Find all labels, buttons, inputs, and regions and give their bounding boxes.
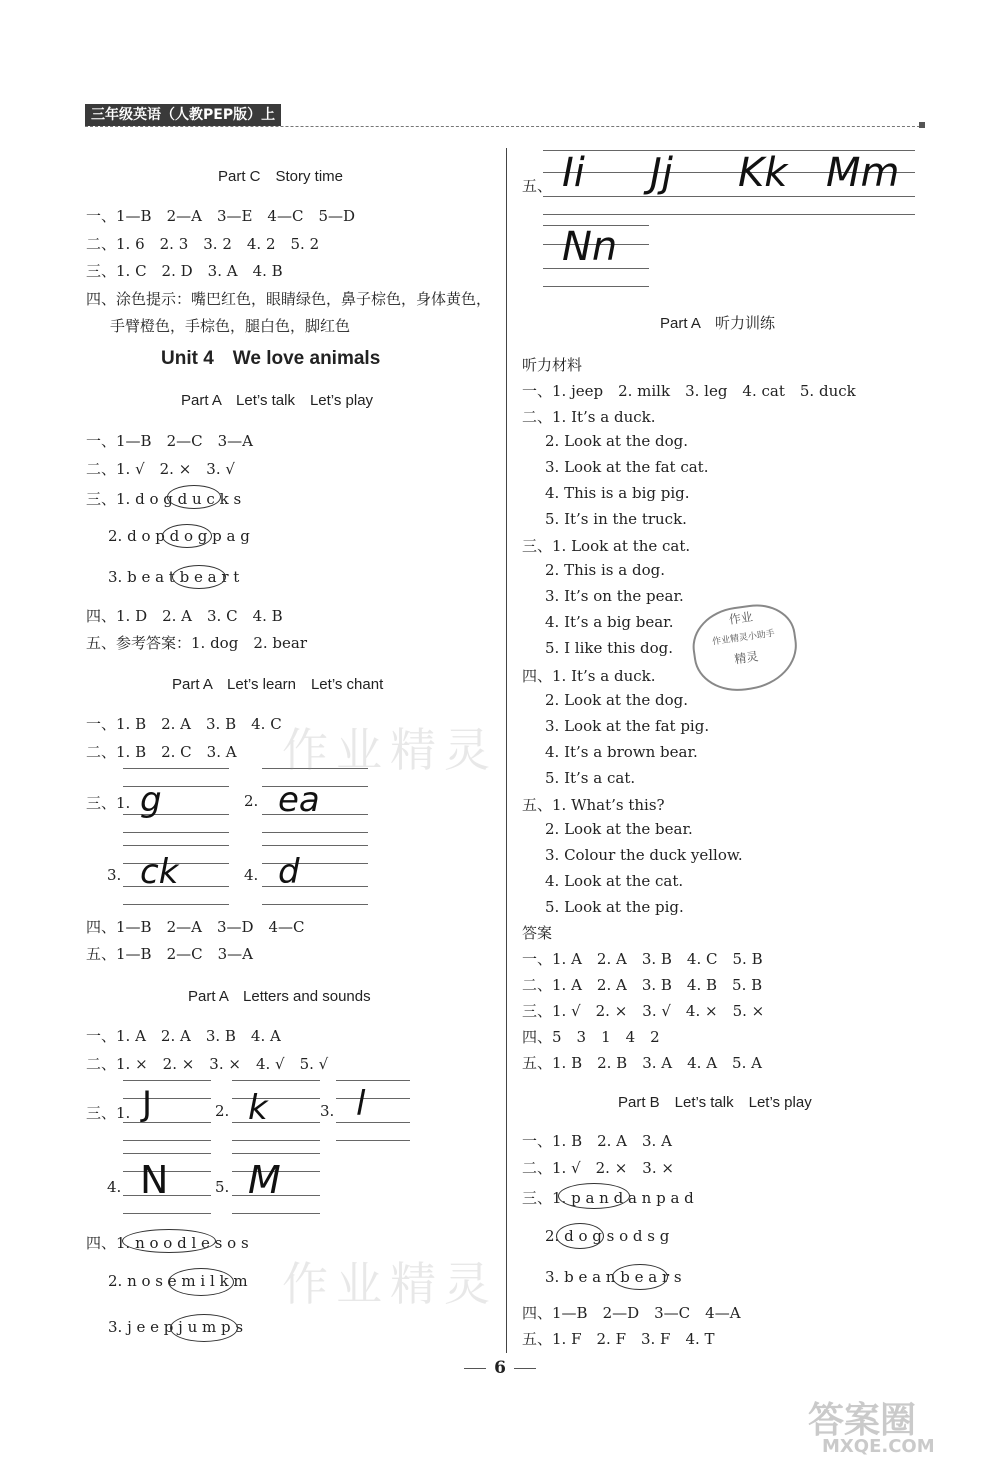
label: 答案 bbox=[522, 924, 553, 942]
circle-mark bbox=[122, 1229, 216, 1253]
answer-line: 五、1. B 2. B 3. A 4. A 5. A bbox=[522, 1054, 762, 1072]
listening-line: 3. Look at the fat cat. bbox=[545, 457, 709, 476]
unit-title: Unit 4 We love animals bbox=[161, 348, 381, 369]
listening-line: 4. It’s a brown bear. bbox=[545, 742, 698, 761]
answer-line: 3. b e a t b e a r t bbox=[108, 568, 240, 586]
answer-line: 一、1. A 2. A 3. B 4. C 5. B bbox=[522, 950, 763, 968]
listening-line: 5. I like this dog. bbox=[545, 639, 674, 657]
listening-line: 4. This is a big pig. bbox=[545, 483, 690, 502]
answer-line: 三、1. p a n d a n p a d bbox=[522, 1189, 694, 1207]
listening-line: 二、1. It’s a duck. bbox=[522, 407, 656, 426]
answer-line: 四、5 3 1 4 2 bbox=[522, 1028, 660, 1046]
question-label: 4. bbox=[244, 866, 259, 884]
section-title-letters: Part A Letters and sounds bbox=[188, 988, 371, 1005]
handwritten-letter: d bbox=[278, 852, 300, 892]
listening-line: 3. Look at the fat pig. bbox=[545, 716, 710, 735]
section-title-partC: Part C Story time bbox=[218, 168, 344, 185]
answer-line: 四、1—B 2—D 3—C 4—A bbox=[522, 1304, 741, 1322]
circle-mark bbox=[558, 1183, 630, 1209]
answer-line: 一、1—B 2—C 3—A bbox=[86, 432, 253, 450]
listening-line: 5. It’s in the truck. bbox=[545, 509, 687, 528]
page-number-text: 6 bbox=[494, 1358, 506, 1378]
answer-line: 二、1. B 2. C 3. A bbox=[86, 743, 237, 761]
handwritten-letter: J bbox=[142, 1084, 153, 1124]
answer-line: 四、涂色提示：嘴巴红色，眼睛绿色，鼻子棕色，身体黄色， bbox=[86, 290, 492, 308]
answer-line: 一、1. B 2. A 3. B 4. C bbox=[86, 715, 282, 733]
question-label: 5. bbox=[215, 1178, 230, 1196]
question-label: 三、1. bbox=[86, 794, 131, 812]
answer-line: 三、1. d o g d u c k s bbox=[86, 490, 242, 508]
section-title-learn: Part A Let’s learn Let’s chant bbox=[172, 676, 384, 693]
handwritten-letter: Ii bbox=[562, 150, 585, 196]
circle-mark bbox=[556, 1223, 604, 1249]
section-title-listen: Part A 听力训练 bbox=[660, 315, 776, 332]
answer-line: 一、1. B 2. A 3. A bbox=[522, 1132, 672, 1150]
corner-logo-url: MXQE.COM bbox=[822, 1436, 935, 1457]
listening-line: 2. Look at the bear. bbox=[545, 820, 693, 839]
answer-line: 四、1. n o o d l e s o s bbox=[86, 1234, 249, 1252]
answer-line: 三、1. √ 2. × 3. √ 4. × 5. × bbox=[522, 1002, 765, 1020]
circle-mark bbox=[167, 485, 221, 509]
stamp-text: 精灵 bbox=[733, 649, 760, 667]
listening-line: 四、1. It’s a duck. bbox=[522, 666, 656, 685]
listening-line: 2. Look at the dog. bbox=[545, 431, 689, 450]
answer-line: 五、1—B 2—C 3—A bbox=[86, 945, 253, 963]
watermark: 作业精灵 bbox=[282, 723, 498, 777]
question-label: 2. bbox=[215, 1102, 230, 1120]
answer-line: 3. b e a n b e a r s bbox=[545, 1268, 682, 1286]
listening-line: 2. This is a dog. bbox=[545, 561, 665, 580]
answer-line: 2. n o s e m i l k m bbox=[108, 1272, 248, 1290]
circle-mark bbox=[170, 1314, 238, 1342]
question-label: 三、1. bbox=[86, 1104, 131, 1122]
question-label: 2. bbox=[244, 792, 259, 810]
answer-line: 二、1. A 2. A 3. B 4. B 5. B bbox=[522, 976, 763, 994]
question-label: 4. bbox=[107, 1178, 122, 1196]
listening-line: 3. Colour the duck yellow. bbox=[545, 846, 743, 865]
answer-line: 四、1. D 2. A 3. C 4. B bbox=[86, 607, 283, 625]
listening-line: 一、1. jeep 2. milk 3. leg 4. cat 5. duck bbox=[522, 382, 856, 400]
handwritten-letter: Nn bbox=[562, 224, 618, 270]
corner-logo: 答案圈 bbox=[808, 1400, 917, 1441]
answer-line: 二、1. × 2. × 3. × 4. √ 5. √ bbox=[86, 1055, 329, 1073]
handwritten-letter: Jj bbox=[650, 150, 673, 196]
listening-line: 5. Look at the pig. bbox=[545, 898, 684, 916]
listening-line: 2. Look at the dog. bbox=[545, 690, 689, 709]
stamp-text: 作业 bbox=[727, 609, 754, 627]
answer-line: 一、1. A 2. A 3. B 4. A bbox=[86, 1027, 281, 1045]
label: 听力材料 bbox=[522, 356, 583, 374]
circle-mark bbox=[612, 1264, 668, 1290]
listening-line: 三、1. Look at the cat. bbox=[522, 537, 691, 556]
circle-mark bbox=[168, 1268, 234, 1296]
answer-line: 3. j e e p j u m p s bbox=[108, 1318, 244, 1336]
handwritten-letter: N bbox=[140, 1158, 169, 1202]
listening-line: 4. Look at the cat. bbox=[545, 872, 684, 891]
listening-line: 5. It’s a cat. bbox=[545, 768, 636, 787]
listening-line: 五、1. What’s this? bbox=[522, 796, 665, 815]
header-square bbox=[919, 122, 925, 128]
listening-line: 3. It’s on the pear. bbox=[545, 587, 684, 606]
handwritten-letter: Kk bbox=[738, 150, 788, 196]
page-number bbox=[0, 1358, 1000, 1378]
question-label: 3. bbox=[107, 866, 122, 884]
section-title-talkB: Part B Let’s talk Let’s play bbox=[618, 1094, 812, 1111]
stamp bbox=[688, 599, 803, 697]
handwritten-letter: Mm bbox=[826, 150, 900, 196]
answer-line: 一、1—B 2—A 3—E 4—C 5—D bbox=[86, 207, 356, 225]
watermark: 作业精灵 bbox=[282, 1257, 498, 1311]
circle-mark bbox=[172, 565, 226, 589]
book-title: 三年级英语（人教PEP版）上 bbox=[85, 104, 281, 126]
answer-line: 五、参考答案：1. dog 2. bear bbox=[86, 634, 307, 652]
column-divider bbox=[506, 148, 507, 1353]
answer-line: 五、1. F 2. F 3. F 4. T bbox=[522, 1330, 715, 1348]
answer-line: 二、1. 6 2. 3 3. 2 4. 2 5. 2 bbox=[86, 235, 320, 253]
answer-line: 二、1. √ 2. × 3. √ bbox=[86, 460, 235, 478]
answer-line: 三、1. C 2. D 3. A 4. B bbox=[86, 262, 283, 280]
answer-line: 2. d o g s o d s g bbox=[545, 1227, 670, 1245]
answer-line: 手臂橙色，手棕色，腿白色，脚红色 bbox=[110, 317, 351, 335]
handwritten-letter: g bbox=[140, 780, 162, 820]
listening-line: 4. It’s a big bear. bbox=[545, 613, 674, 632]
header-rule bbox=[85, 126, 925, 127]
handwritten-letter: ea bbox=[278, 780, 320, 820]
answer-line: 2. d o p d o g p a g bbox=[108, 527, 250, 545]
question-label: 3. bbox=[320, 1102, 335, 1120]
handwritten-letter: k bbox=[248, 1088, 268, 1128]
stamp-text: 作业精灵小助手 bbox=[711, 628, 776, 648]
handwritten-letter: l bbox=[356, 1084, 366, 1124]
answer-line: 四、1—B 2—A 3—D 4—C bbox=[86, 918, 305, 936]
handwritten-letter: M bbox=[248, 1158, 281, 1202]
answer-line: 二、1. √ 2. × 3. × bbox=[522, 1159, 674, 1177]
handwritten-letter: ck bbox=[140, 852, 179, 892]
section-title-talk: Part A Let’s talk Let’s play bbox=[181, 392, 374, 409]
question-label: 五、 bbox=[522, 177, 553, 195]
circle-mark bbox=[162, 524, 212, 548]
